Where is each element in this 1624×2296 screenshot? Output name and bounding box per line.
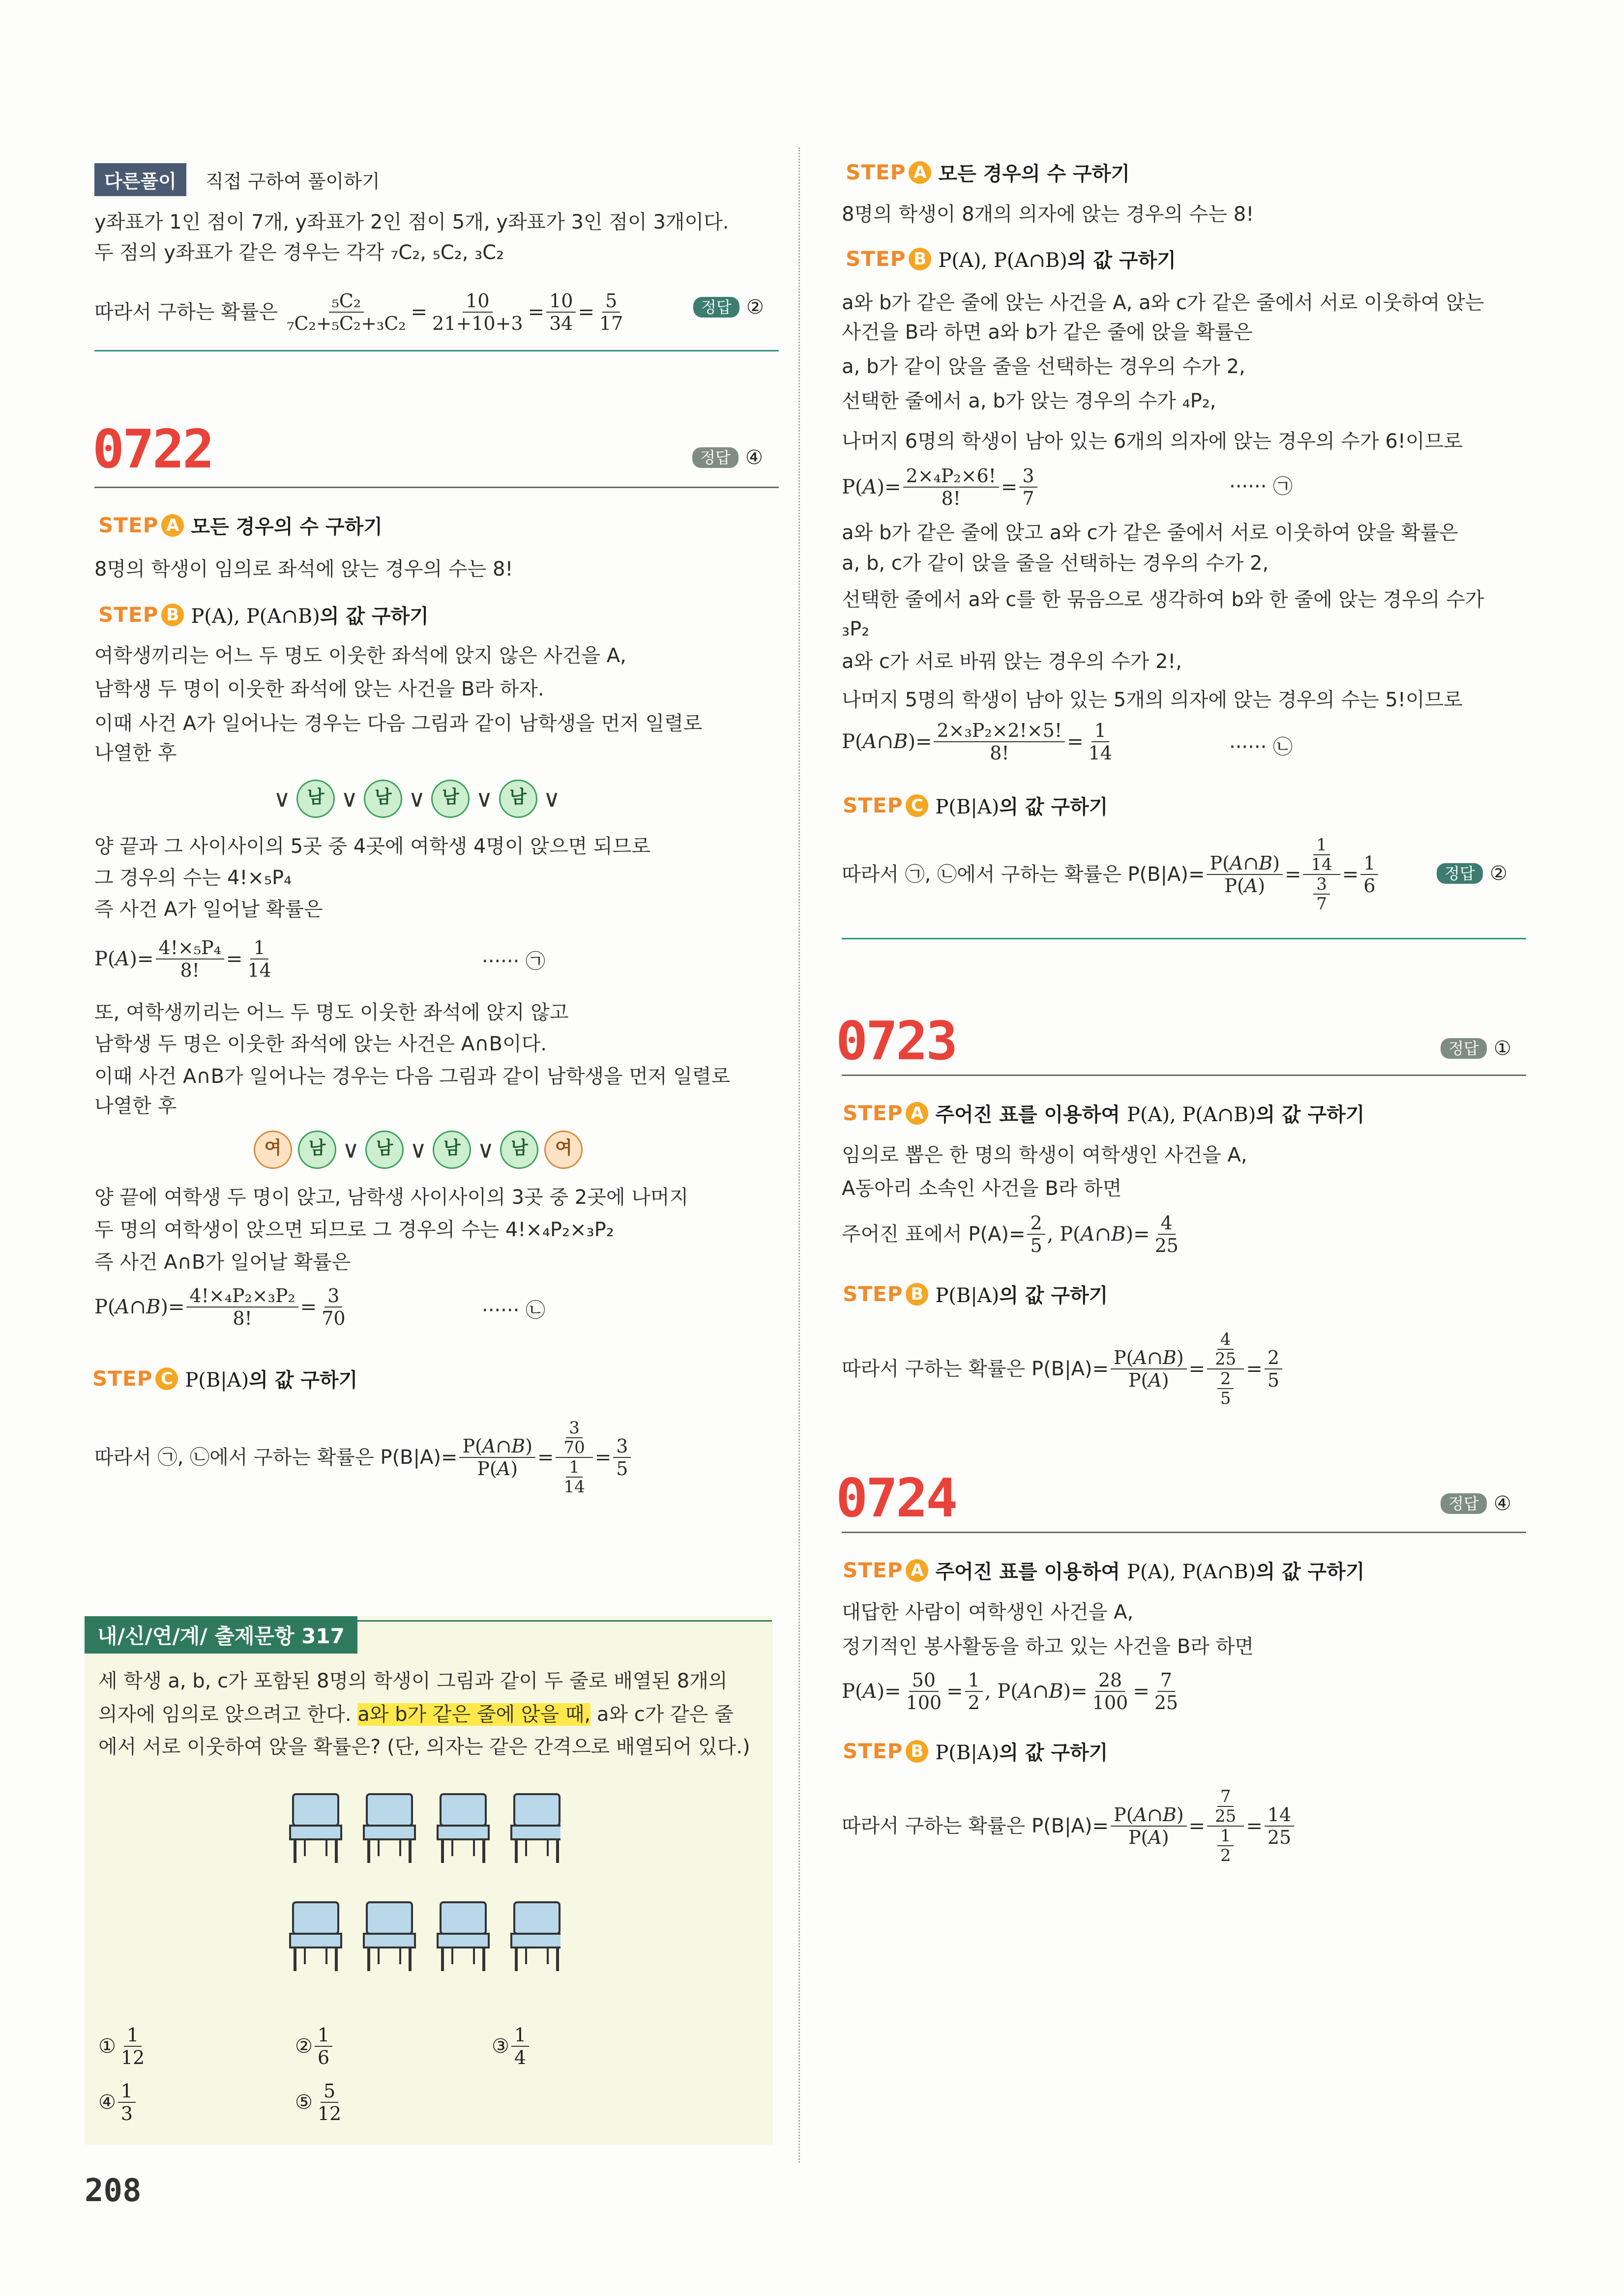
question-line-1: 세 학생 a, b, c가 포함된 8명의 학생이 그림과 같이 두 줄로 배열된 8개의 — [98, 1670, 728, 1692]
line: 양 끝에 여학생 두 명이 앉고, 남학생 사이사이의 3곳 중 2곳에 나머지 — [94, 1186, 689, 1209]
chair-icon — [438, 1902, 489, 1971]
step-a: STEP A 모든 경우의 수 구하기 — [98, 511, 383, 539]
male-chip: 남 — [296, 780, 335, 818]
fraction: $\frac{1}{14}$ — [247, 937, 271, 981]
line: 즉 사건 A∩B가 일어날 확률은 — [94, 1251, 351, 1274]
line: 나열한 후 — [94, 742, 177, 764]
divider — [94, 350, 779, 351]
female-chip: 여 — [254, 1131, 292, 1169]
alt-line-3: 따라서 구하는 확률은 $\frac{\text{₅C₂}}{\text{₇C₂+₅C₂+₃C₂}}$ = $\frac{10}{21+10+3}$ = $\frac{10}{34}$ = $\frac{5}{17}$ — [94, 290, 628, 334]
option-4: ④ $\frac{1}{3}$ — [98, 2080, 138, 2124]
step-title: 모든 경우의 수 구하기 — [938, 163, 1130, 185]
line: 즉 사건 A가 일어날 확률은 — [94, 898, 323, 921]
chair-icon — [364, 1794, 415, 1863]
male-chip: 남 — [433, 1131, 471, 1169]
step-math: P(B|A) — [185, 1369, 249, 1392]
line: a, b가 같이 앉을 줄을 선택하는 경우의 수가 2, — [842, 355, 1245, 378]
male-chip: 남 — [365, 1131, 404, 1169]
formula-pba: 따라서 구하는 확률은 P(B|A)= $\frac{P(A\cap B)}{P(A)}$ = $\frac{\frac{7}{25}}{\frac{1}{2}}$ = $\frac{14}{25}$ — [842, 1787, 1296, 1865]
formula-pa: P(A)= $\frac{\text{2×₄P₂×6!}}{8!}$ = $\frac{3}{7}$ — [842, 465, 1039, 509]
step-letter: A — [161, 514, 184, 537]
problem-number: 0723 — [836, 1011, 956, 1072]
alt-answer — [693, 296, 764, 319]
step-c: STEP C P(B|A)의 값 구하기 — [843, 793, 1108, 818]
option-5: ⑤ $\frac{5}{12}$ — [295, 2080, 342, 2124]
formula-pab: P(A∩B)= $\frac{\text{4!×₄P₂×₃P₂}}{8!}$ = $\frac{3}{70}$ — [94, 1285, 351, 1329]
line: 이때 사건 A가 일어나는 경우는 다음 그림과 같이 남학생을 먼저 일렬로 — [94, 712, 703, 735]
divider — [842, 1532, 1526, 1533]
option-2: ② $\frac{1}{6}$ — [295, 2024, 334, 2068]
divider — [842, 938, 1526, 939]
line: 임의로 뽑은 한 명의 학생이 여학생인 사건을 A, — [842, 1144, 1247, 1166]
question-line-3: 에서 서로 이웃하여 앉을 확률은? (단, 의자는 같은 간격으로 배열되어 있다.) — [98, 1736, 750, 1758]
male-chip: 남 — [499, 780, 537, 818]
line: 나열한 후 — [94, 1095, 177, 1117]
line: 두 명의 여학생이 앉으면 되므로 그 경우의 수는 4!×₄P₂×₃P₂ — [94, 1219, 614, 1241]
fraction: $\frac{\text{4!×₄P₂×₃P₂}}{8!}$ — [186, 1285, 298, 1329]
line: 선택한 줄에서 a와 c를 한 묶음으로 생각하여 b와 한 줄에 앉는 경우의 수가 — [842, 588, 1484, 611]
line: a와 b가 같은 줄에 앉고 a와 c가 같은 줄에서 서로 이웃하여 앉을 확률은 — [842, 522, 1458, 544]
mark: ······ ㉠ — [482, 950, 546, 973]
problem-answer: 정답 ① — [1441, 1037, 1511, 1060]
line: a와 c가 서로 바꿔 앉는 경우의 수가 2!, — [842, 650, 1182, 673]
textbook-link-title: 내/신/연/계/ 출제문항 317 — [85, 1616, 357, 1654]
alt-fraction-1: $\frac{\text{₅C₂}}{\text{₇C₂+₅C₂+₃C₂}}$ — [287, 290, 406, 334]
alt-fraction-2: $\frac{10}{21+10+3}$ — [432, 290, 523, 334]
line: 또, 여학생끼리는 어느 두 명도 이웃한 좌석에 앉지 않고 — [94, 1001, 569, 1024]
chair-icon — [511, 1902, 561, 1971]
fraction: $\frac{P(A\cap B)}{P(A)}$ — [459, 1435, 535, 1480]
line: 선택한 줄에서 a, b가 앉는 경우의 수가 ₄P₂, — [842, 390, 1216, 412]
answer-value: ② — [746, 296, 764, 319]
alt-solution-title: 직접 구하여 풀이하기 — [206, 171, 380, 192]
answer-tag: 정답 — [693, 297, 739, 318]
male-chip: 남 — [431, 780, 470, 818]
step-a: STEP A 모든 경우의 수 구하기 — [846, 158, 1130, 186]
line: 정기적인 봉사활동을 하고 있는 사건을 B라 하면 — [842, 1635, 1254, 1658]
step-b: STEP B P(B|A)의 값 구하기 — [843, 1282, 1108, 1307]
line: a와 b가 같은 줄에 앉는 사건을 A, a와 c가 같은 줄에서 서로 이웃하여 앉는 — [842, 291, 1484, 314]
mark: ······ ㉠ — [1229, 475, 1293, 498]
chair-icon — [511, 1794, 561, 1863]
option-1: ① $\frac{1}{12}$ — [98, 2024, 145, 2068]
step-c: STEP C P(B|A)의 값 구하기 — [92, 1366, 358, 1392]
alt-line-2: 두 점의 y좌표가 같은 경우는 각각 ₇C₂, ₅C₂, ₃C₂ — [94, 241, 504, 264]
step-title: 모든 경우의 수 구하기 — [191, 516, 383, 538]
step-a: STEP A 주어진 표를 이용하여 P(A), P(A∩B)의 값 구하기 — [843, 1558, 1365, 1583]
formula-pa: P(A)= $\frac{\text{4!×₅P₄}}{8!}$ = $\frac{1}{14}$ — [94, 937, 276, 981]
seating-diagram-2: 여 남 ∨ 남 ∨ 남 ∨ 남 여 — [251, 1131, 586, 1169]
line: 그 경우의 수는 4!×₅P₄ — [94, 867, 292, 889]
fraction: $\frac{3}{70}$ — [322, 1285, 346, 1329]
male-chip: 남 — [500, 1131, 538, 1169]
compound-fraction: $\frac{\frac{3}{70}}{\frac{1}{14}}$ — [556, 1419, 592, 1496]
alt-line-3-prefix: 따라서 구하는 확률은 — [94, 301, 278, 323]
alt-solution-badge: 다른풀이 — [94, 163, 186, 196]
step-b: STEP B P(A), P(A∩B)의 값 구하기 — [846, 247, 1176, 272]
option-3: ③ $\frac{1}{4}$ — [492, 2024, 531, 2068]
step-letter: B — [161, 604, 184, 626]
formula-given: 주어진 표에서 P(A)= $\frac{2}{5}$ , P(A∩B)= $\frac{4}{25}$ — [842, 1212, 1179, 1256]
column-divider — [798, 147, 800, 2163]
step-letter: C — [155, 1367, 178, 1390]
chair-icon — [364, 1902, 415, 1971]
fraction: $\frac{3}{5}$ — [613, 1435, 631, 1480]
alt-line-1: y좌표가 1인 점이 7개, y좌표가 2인 점이 5개, y좌표가 3인 점이 3개이다. — [94, 211, 729, 233]
formula-given: P(A)= $\frac{50}{100}$ = $\frac{1}{2}$ , P(A∩B)= $\frac{28}{100}$ = $\frac{7}{25}$ — [842, 1669, 1179, 1714]
line: 나머지 5명의 학생이 남아 있는 5개의 의자에 앉는 경우의 수는 5!이므로 — [842, 689, 1463, 711]
divider — [842, 1075, 1526, 1076]
mark: ······ ㉡ — [1229, 736, 1293, 758]
step-b: STEP B P(A), P(A∩B)의 값 구하기 — [98, 603, 429, 628]
line: 양 끝과 그 사이사이의 5곳 중 4곳에 여학생 4명이 앉으면 되므로 — [94, 835, 650, 858]
step-b: STEP B P(B|A)의 값 구하기 — [843, 1739, 1108, 1764]
line: 대답한 사람이 여학생인 사건을 A, — [842, 1601, 1134, 1624]
female-chip: 여 — [544, 1131, 583, 1169]
male-chip: 남 — [298, 1131, 336, 1169]
page-number: 208 — [85, 2173, 142, 2209]
formula-pba: 따라서 구하는 확률은 P(B|A)= $\frac{P(A\cap B)}{P(A)}$ = $\frac{\frac{4}{25}}{\frac{2}{5}}$ = $\frac{2}{5}$ — [842, 1330, 1284, 1408]
answer: 정답 ② — [1437, 862, 1507, 885]
line: 이때 사건 A∩B가 일어나는 경우는 다음 그림과 같이 남학생을 먼저 일렬로 — [94, 1065, 731, 1088]
alt-fraction-4: $\frac{5}{17}$ — [599, 290, 623, 334]
problem-number: 0724 — [836, 1468, 956, 1529]
seating-diagram-1: ∨ 남 ∨ 남 ∨ 남 ∨ 남 ∨ — [270, 780, 563, 818]
step-title: 의 값 구하기 — [320, 605, 429, 628]
line: 8명의 학생이 임의로 좌석에 앉는 경우의 수는 8! — [94, 558, 513, 581]
male-chip: 남 — [364, 780, 402, 818]
step-title: 의 값 구하기 — [249, 1369, 358, 1392]
formula-prefix: 따라서 ㉠, ㉡에서 구하는 확률은 P(B|A)= — [94, 1446, 458, 1469]
highlight: a와 b가 같은 줄에 앉을 때, — [357, 1703, 591, 1726]
fraction: $\frac{\text{4!×₅P₄}}{8!}$ — [156, 937, 224, 981]
formula-pba: 따라서 ㉠, ㉡에서 구하는 확률은 P(B|A)= $\frac{P(A\cap B)}{P(A)}$ = $\frac{\frac{3}{70}}{\frac{1}{14}}$ = $\frac{3}{5}$ — [94, 1419, 633, 1496]
line: 8명의 학생이 8개의 의자에 앉는 경우의 수는 8! — [842, 203, 1254, 226]
answer-tag: 정답 — [692, 447, 738, 468]
question-line-2: 의자에 임의로 앉으려고 한다. a와 b가 같은 줄에 앉을 때, a와 c가 같은 줄 — [98, 1703, 734, 1726]
textbook-link-header — [85, 1616, 357, 1654]
chairs-diagram — [285, 1789, 561, 2045]
formula-pba: 따라서 ㉠, ㉡에서 구하는 확률은 P(B|A)= $\frac{P(A\cap B)}{P(A)}$ = $\frac{\frac{1}{14}}{\frac{3}{7}}$ = $\frac{1}{6}$ — [842, 836, 1380, 913]
problem-number: 0722 — [92, 419, 213, 480]
chair-icon — [290, 1794, 341, 1863]
formula-pab: P(A∩B)= $\frac{\text{2×₃P₂×2!×5!}}{8!}$ = $\frac{1}{14}$ — [842, 720, 1112, 764]
problem-answer: 정답 ④ — [1441, 1492, 1511, 1515]
mark: ······ ㉡ — [482, 1299, 546, 1322]
answer-value: ④ — [745, 446, 763, 469]
line: 사건을 B라 하면 a와 b가 같은 줄에 앉을 확률은 — [842, 321, 1253, 344]
line: 나머지 6명의 학생이 남아 있는 6개의 의자에 앉는 경우의 수가 6!이므로 — [842, 430, 1463, 453]
chair-icon — [438, 1794, 489, 1863]
line: 남학생 두 명은 이웃한 좌석에 앉는 사건은 A∩B이다. — [94, 1033, 547, 1055]
line: a, b, c가 같이 앉을 줄을 선택하는 경우의 수가 2, — [842, 552, 1269, 575]
problem-answer — [692, 446, 763, 469]
line: ₃P₂ — [842, 618, 870, 640]
chair-icon — [290, 1902, 341, 1971]
line: 남학생 두 명이 이웃한 좌석에 앉는 사건을 B라 하자. — [94, 678, 544, 700]
line: 여학생끼리는 어느 두 명도 이웃한 좌석에 앉지 않은 사건을 A, — [94, 644, 626, 667]
step-a: STEP A 주어진 표를 이용하여 P(A), P(A∩B)의 값 구하기 — [843, 1101, 1365, 1126]
divider — [315, 1620, 772, 1622]
divider — [94, 487, 779, 488]
line: A동아리 소속인 사건을 B라 하면 — [842, 1177, 1122, 1200]
alt-fraction-3: $\frac{10}{34}$ — [546, 290, 576, 334]
step-math: P(A), P(A∩B) — [191, 605, 320, 628]
